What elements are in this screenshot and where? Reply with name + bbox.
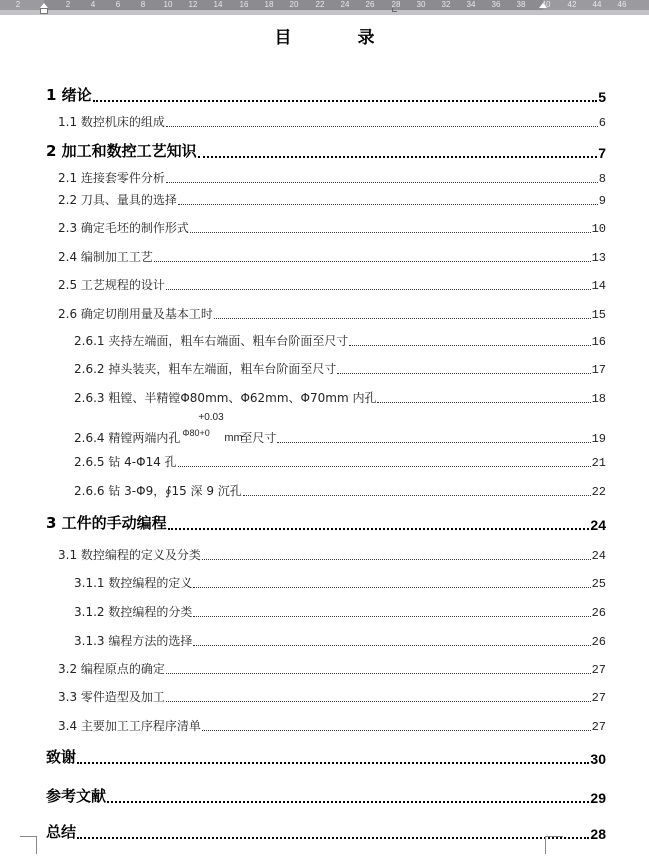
dot-leader (202, 730, 591, 731)
toc-entry[interactable] (46, 84, 606, 105)
toc-entry-label: 3.4 主要加工工序程序清单 (58, 719, 201, 733)
toc-entry-page: 22 (591, 485, 606, 499)
dot-leader (168, 528, 590, 530)
toc-entry[interactable] (46, 821, 606, 842)
toc-entry-page: 26 (591, 635, 606, 649)
page-corner-mark-left (20, 836, 37, 854)
tolerance-base: Φ80+0 (182, 428, 210, 438)
dot-leader (166, 701, 591, 702)
ruler-tick: 46 (617, 0, 627, 9)
toc-entry[interactable] (58, 248, 606, 265)
dot-leader (198, 156, 598, 158)
toc-entry[interactable] (58, 191, 606, 208)
toc-entry[interactable] (58, 276, 606, 293)
toc-entry[interactable] (74, 412, 606, 446)
dot-leader (190, 232, 591, 233)
toc-entry-label: 1.1 数控机床的组成 (58, 115, 165, 129)
dot-leader (93, 100, 598, 102)
dot-leader (166, 126, 598, 127)
toc-entry-label: 2.6.4 精镗两端内孔 (74, 431, 181, 445)
toc-entry-page: 30 (590, 751, 606, 767)
toc-entry-page: 21 (591, 456, 606, 470)
toc-entry-page: 27 (591, 691, 606, 705)
toc-entry-label: 2 加工和数控工艺知识 (46, 142, 197, 160)
dot-leader (243, 495, 591, 496)
toc-entry-label: 2.6.2 掉头装夹，粗车左端面，粗车台阶面至尺寸 (74, 362, 337, 376)
page-corner-mark-right (545, 836, 563, 854)
toc-entry-label: 1 绪论 (46, 86, 92, 104)
toc-entry[interactable] (74, 360, 606, 377)
ruler-tick: 14 (213, 0, 223, 9)
toc-entry-page: 8 (598, 172, 606, 186)
toc-entry[interactable] (74, 453, 606, 470)
toc-entry-page: 27 (591, 720, 606, 734)
right-indent-marker[interactable] (539, 3, 547, 14)
dot-leader (193, 645, 590, 646)
toc-entry-page: 25 (591, 577, 606, 591)
toc-entry[interactable] (46, 512, 606, 533)
toc-entry[interactable] (58, 688, 606, 705)
dot-leader (193, 616, 590, 617)
dot-leader (214, 318, 591, 319)
dot-leader (337, 373, 590, 374)
toc-entry-page: 5 (598, 89, 606, 105)
dot-leader (166, 289, 591, 290)
right-indent-icon (539, 3, 547, 8)
ruler-tick: 28 (391, 0, 401, 9)
ruler-tick: 34 (466, 0, 476, 9)
tab-stop-icon[interactable] (392, 8, 397, 12)
ruler-tick: 26 (365, 0, 375, 9)
ruler-tick: 2 (15, 0, 21, 9)
dot-leader (154, 261, 591, 262)
toc-entry-page: 26 (591, 606, 606, 620)
ruler-tick: 4 (90, 0, 96, 9)
ruler-tick: 8 (140, 0, 146, 9)
toc-entry-page: 10 (591, 222, 606, 236)
toc-entry-page: 18 (591, 392, 606, 406)
dot-leader (166, 673, 591, 674)
dot-leader (377, 402, 590, 403)
toc-entry-page: 9 (598, 194, 606, 208)
toc-title: 目 录 (274, 28, 405, 48)
toc-entry-label: 3 工件的手动编程 (46, 514, 167, 532)
ruler-tick: 32 (441, 0, 451, 9)
toc-entry-page: 29 (590, 790, 606, 806)
toc-entry-label: 致谢 (46, 748, 77, 766)
toc-entry-label: 3.1.2 数控编程的分类 (74, 605, 193, 619)
toc-entry-page: 13 (591, 251, 606, 265)
toc-entry-page: 7 (598, 145, 606, 161)
toc-entry-label: 2.6.1 夹持左端面，粗车右端面、粗车台阶面至尺寸 (74, 334, 349, 348)
ruler-tick: 12 (188, 0, 198, 9)
toc-entry-page: 14 (591, 279, 606, 293)
toc-entry[interactable] (74, 603, 606, 620)
toc-entry-label: 2.6.6 钻 3-Φ9，∮15 深 9 沉孔 (74, 484, 242, 498)
dot-leader (277, 442, 590, 443)
toc-entry[interactable] (46, 746, 606, 767)
toc-entry[interactable] (58, 169, 606, 186)
dot-leader (193, 587, 590, 588)
dot-leader (178, 466, 591, 467)
ruler-tick: 40 (541, 0, 551, 9)
toc-entry-page: 17 (591, 363, 606, 377)
toc-entry-page: 19 (591, 432, 606, 446)
ruler-tick: 38 (516, 0, 526, 9)
toc-entry-label: 总结 (46, 823, 77, 841)
ruler-tick: 10 (163, 0, 173, 9)
toc-entry[interactable] (46, 140, 606, 161)
dot-leader (178, 204, 598, 205)
toc-entry-page: 28 (590, 826, 606, 842)
toc-entry[interactable] (58, 219, 606, 236)
toc-entry[interactable] (74, 574, 606, 591)
toc-entry-page: 27 (591, 663, 606, 677)
toc-entry-label: 参考文献 (46, 787, 107, 805)
toc-entry-page: 16 (591, 335, 606, 349)
ruler-tick: 6 (115, 0, 121, 9)
toc-entry-label-suffix: 至尺寸 (240, 431, 277, 445)
toc-entry-label: 3.3 零件造型及加工 (58, 690, 165, 704)
ruler-tick: 22 (315, 0, 325, 9)
toc-entry-label: 3.1 数控编程的定义及分类 (58, 548, 201, 562)
toc-entry-page: 24 (591, 549, 606, 563)
toc-entry[interactable] (74, 332, 606, 349)
toc-entry-label: 2.6.3 粗镗、半精镗Φ80mm、Φ62mm、Φ70mm 内孔 (74, 391, 377, 405)
toc-entry[interactable] (58, 546, 606, 563)
ruler-tick: 18 (264, 0, 274, 9)
dot-leader (77, 837, 589, 839)
left-indent-marker[interactable] (40, 3, 48, 14)
toc-entry[interactable] (58, 660, 606, 677)
ruler-tick: 30 (416, 0, 426, 9)
toc-entry-label: 2.4 编制加工工艺 (58, 250, 153, 264)
left-indent-box-icon (40, 8, 48, 14)
toc-entry[interactable] (74, 632, 606, 649)
toc-entry-label: 2.1 连接套零件分析 (58, 171, 165, 185)
toc-entry-label: 3.2 编程原点的确定 (58, 662, 165, 676)
toc-entry-label: 2.2 刀具、量具的选择 (58, 193, 177, 207)
toc-entry[interactable] (46, 785, 606, 806)
tolerance-unit: mm (224, 432, 243, 444)
toc-entry[interactable] (74, 482, 606, 499)
dot-leader (107, 801, 589, 803)
ruler-tick: 36 (491, 0, 501, 9)
toc-entry-page: 24 (590, 517, 606, 533)
toc-entry[interactable] (58, 717, 606, 734)
toc-entry-page: 6 (598, 116, 606, 130)
ruler-tick: 24 (340, 0, 350, 9)
toc-entry-label: 2.5 工艺规程的设计 (58, 278, 165, 292)
toc-entry-label: 2.3 确定毛坯的制作形式 (58, 221, 189, 235)
toc-entry[interactable] (74, 389, 606, 406)
toc-entry-label: 2.6 确定切削用量及基本工时 (58, 307, 213, 321)
ruler-tick: 42 (567, 0, 577, 9)
toc-entry-label: 3.1.3 编程方法的选择 (74, 634, 193, 648)
dot-leader (166, 182, 598, 183)
dot-leader (202, 559, 591, 560)
toc-entry-label: 2.6.5 钻 4-Φ14 孔 (74, 455, 177, 469)
toc-entry-page: 15 (591, 308, 606, 322)
toc-entry[interactable] (58, 305, 606, 322)
dot-leader (77, 762, 589, 764)
toc-entry-label: 3.1.1 数控编程的定义 (74, 576, 193, 590)
ruler-tick: 44 (592, 0, 602, 9)
toc-entry[interactable] (58, 113, 606, 130)
horizontal-ruler[interactable] (0, 0, 649, 14)
tolerance-upper: +0.03 (198, 412, 224, 423)
dot-leader (349, 345, 590, 346)
ruler-tick: 20 (289, 0, 299, 9)
document-page[interactable] (0, 15, 649, 868)
ruler-tick: 16 (239, 0, 249, 9)
tolerance-notation (180, 412, 243, 446)
ruler-tick: 2 (65, 0, 71, 9)
